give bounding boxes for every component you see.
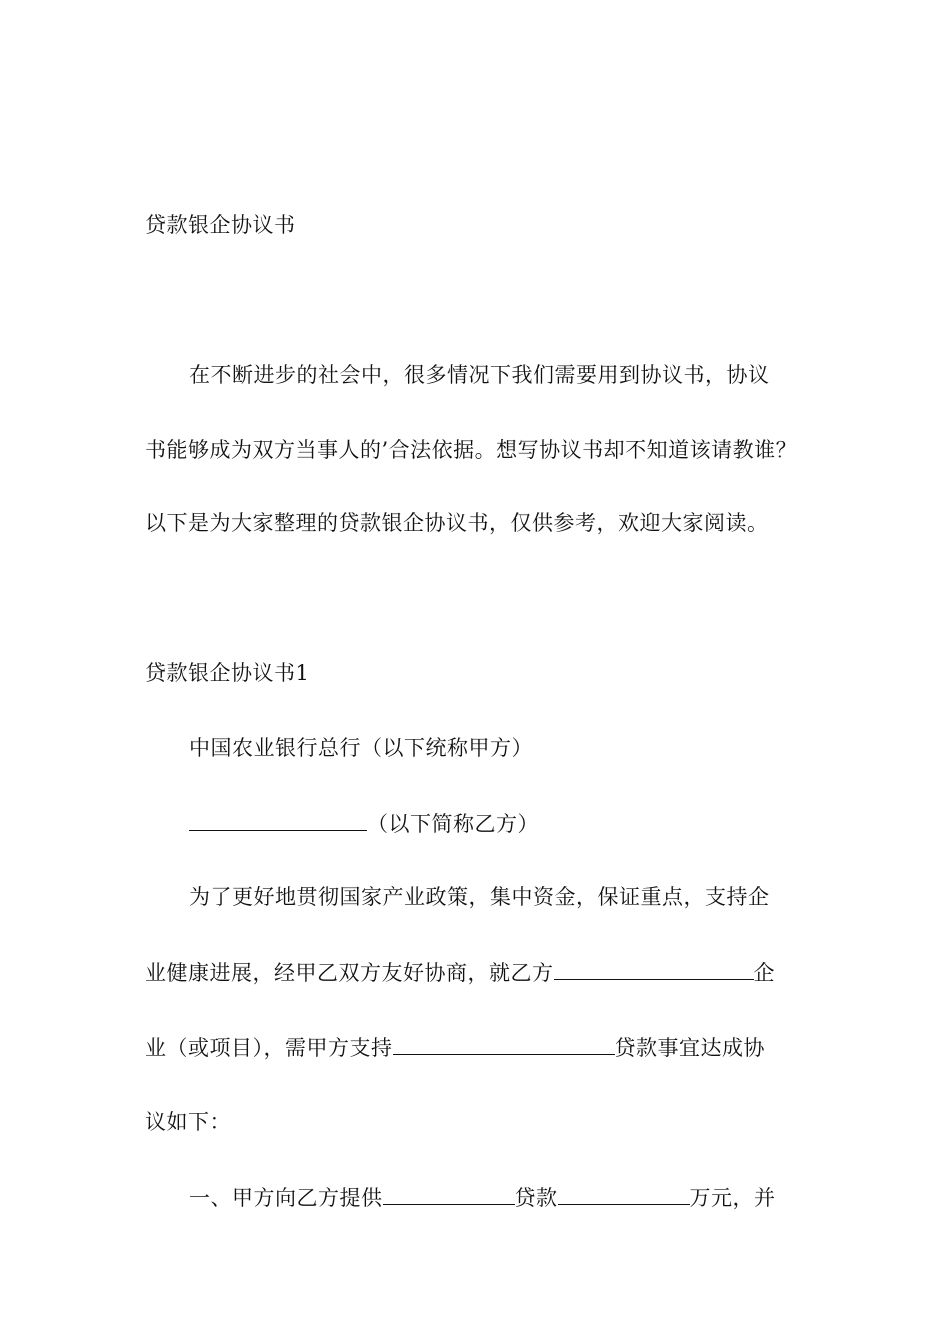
body-line-3-prefix: 业（或项目），需甲方支持 bbox=[145, 1036, 393, 1060]
body-line-2 bbox=[145, 957, 775, 988]
enterprise-blank bbox=[554, 957, 754, 980]
loan-category-blank bbox=[383, 1182, 515, 1205]
body-line-4: 议如下： bbox=[145, 1110, 231, 1134]
body-line-1: 为了更好地贯彻国家产业政策，集中资金，保证重点，支持企 bbox=[189, 885, 770, 909]
loan-amount-blank bbox=[558, 1182, 690, 1205]
intro-line-1: 在不断进步的社会中，很多情况下我们需要用到协议书，协议 bbox=[189, 363, 770, 387]
party-b-blank bbox=[189, 808, 367, 831]
body-line-2-prefix: 业健康进展，经甲乙双方友好协商，就乙方 bbox=[145, 961, 554, 985]
intro-line-3: 以下是为大家整理的贷款银企协议书，仅供参考，欢迎大家阅读。 bbox=[145, 511, 769, 535]
loan-type-blank bbox=[393, 1032, 615, 1055]
intro-line-2: 书能够成为双方当事人的’合法依据。想写协议书却不知道该请教谁？ bbox=[145, 438, 798, 462]
party-b-suffix: （以下简称乙方） bbox=[367, 812, 539, 836]
body-line-5 bbox=[189, 1182, 776, 1213]
body-line-2-suffix: 企 bbox=[753, 961, 775, 985]
body-line-3-suffix: 贷款事宜达成协 bbox=[614, 1036, 765, 1060]
document-title: 贷款银企协议书 bbox=[145, 213, 296, 237]
party-a-line: 中国农业银行总行（以下统称甲方） bbox=[189, 736, 533, 760]
body-line-5-prefix: 一、甲方向乙方提供 bbox=[189, 1186, 383, 1210]
section-title: 贷款银企协议书1 bbox=[145, 661, 310, 685]
party-b-line bbox=[189, 808, 539, 839]
body-line-5-suffix: 万元，并 bbox=[689, 1186, 776, 1210]
body-line-5-mid: 贷款 bbox=[514, 1186, 558, 1210]
body-line-3 bbox=[145, 1032, 765, 1063]
